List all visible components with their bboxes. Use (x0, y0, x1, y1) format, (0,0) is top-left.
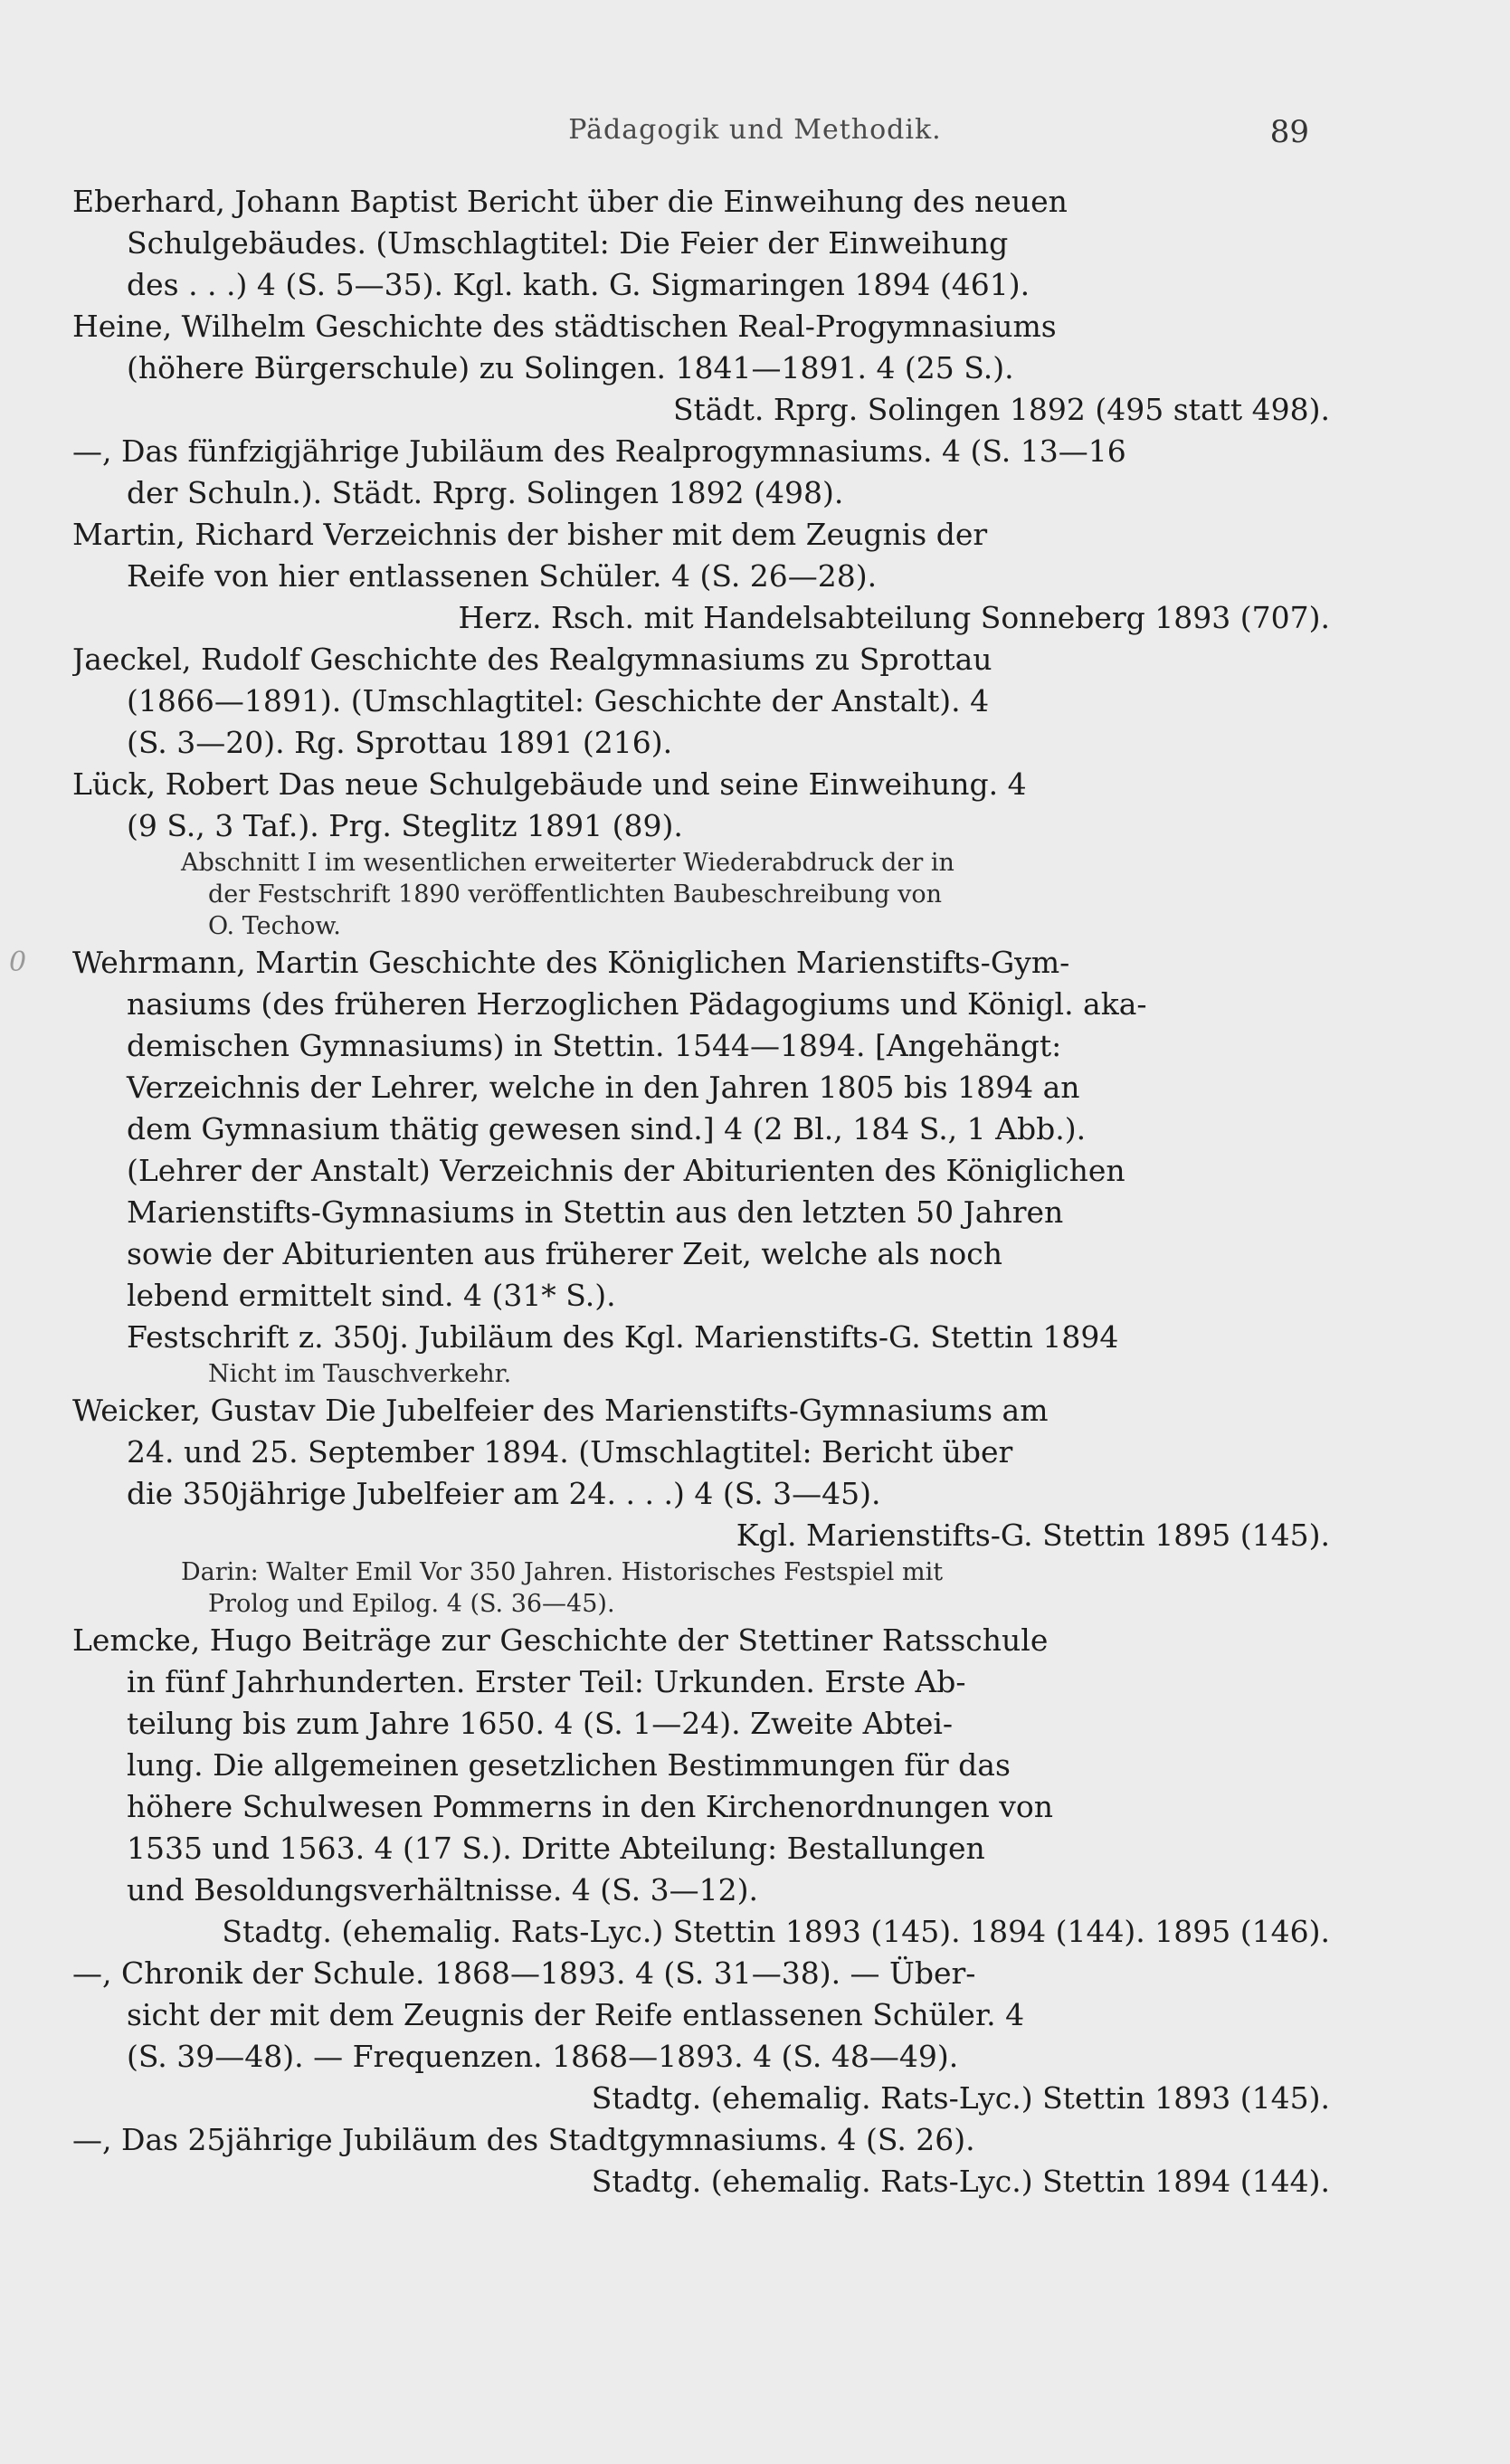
entry-line: und Besoldungsverhältnisse. 4 (S. 3—12). (127, 1872, 758, 1907)
entry-lueck-note (72, 847, 1330, 942)
note-line: Prolog und Epilog. 4 (S. 36—45). (208, 1590, 615, 1618)
entry-martin (72, 514, 1330, 639)
entry-source-line: Stadtg. (ehemalig. Rats-Lyc.) Stettin 1893 (145). 1894 (144). 1895 (146). (222, 1914, 1330, 1949)
entry-line: (9 S., 3 Taf.). Prg. Steglitz 1891 (89). (127, 808, 683, 843)
entry-line: 24. und 25. September 1894. (Umschlagtitel: Bericht über (127, 1434, 1013, 1470)
entry-eberhard (72, 181, 1330, 306)
entry-heine (72, 306, 1330, 431)
entry-source-line: Herz. Rsch. mit Handelsabteilung Sonneberg 1893 (707). (458, 600, 1330, 635)
entry-lemcke-jubilaeum (72, 2119, 1330, 2202)
entry-source-line: Stadtg. (ehemalig. Rats-Lyc.) Stettin 1893 (145). (591, 2080, 1330, 2116)
entry-line: demischen Gymnasiums) in Stettin. 1544—1894. [Angehängt: (127, 1028, 1062, 1063)
entry-source-line: Städt. Rprg. Solingen 1892 (495 statt 498). (672, 392, 1330, 427)
entry-wehrmann (9, 942, 1330, 1358)
entry-line: (S. 3—20). Rg. Sprottau 1891 (216). (127, 725, 673, 760)
running-header-title: Pädagogik und Methodik. (568, 114, 942, 146)
entry-line: (1866—1891). (Umschlagtitel: Geschichte der Anstalt). 4 (127, 683, 990, 718)
note-line: Darin: Walter Emil Vor 350 Jahren. Historisches Festspiel mit (181, 1558, 944, 1586)
entry-line: in fünf Jahrhunderten. Erster Teil: Urkunden. Erste Ab- (127, 1664, 966, 1699)
entry-line: sowie der Abiturienten aus früherer Zeit, welche als noch (127, 1236, 1003, 1271)
entry-line: der Schuln.). Städt. Rprg. Solingen 1892 (498). (127, 475, 844, 510)
entry-weicker (72, 1390, 1330, 1556)
entry-weicker-note (72, 1556, 1330, 1620)
entry-line: —, Das fünfzigjährige Jubiläum des Realprogymnasiums. 4 (S. 13—16 (72, 433, 1126, 469)
entry-lemcke (72, 1620, 1330, 1953)
entry-heine-jubilaeum (72, 431, 1330, 514)
entry-line: sicht der mit dem Zeugnis der Reife entlassenen Schüler. 4 (127, 1997, 1025, 2032)
entry-line: Lück, Robert Das neue Schulgebäude und seine Einweihung. 4 (72, 766, 1027, 802)
note-line: O. Techow. (208, 912, 341, 940)
entry-line: Verzeichnis der Lehrer, welche in den Jahren 1805 bis 1894 an (127, 1070, 1080, 1105)
bibliography-column (9, 181, 1330, 2202)
note-line: Nicht im Tauschverkehr. (208, 1360, 512, 1388)
entry-line: 1535 und 1563. 4 (17 S.). Dritte Abteilung: Bestallungen (127, 1831, 985, 1866)
entry-line: nasiums (des früheren Herzoglichen Pädagogiums und Königl. aka- (127, 986, 1147, 1022)
entry-line: —, Das 25jährige Jubiläum des Stadtgymnasiums. 4 (S. 26). (72, 2122, 975, 2157)
entry-wehrmann-note (72, 1358, 1330, 1390)
entry-line: (S. 39—48). — Frequenzen. 1868—1893. 4 (S. 48—49). (127, 2039, 959, 2074)
entry-line: Jaeckel, Rudolf Geschichte des Realgymnasiums zu Sprottau (72, 642, 992, 677)
entry-line: dem Gymnasium thätig gewesen sind.] 4 (2 Bl., 184 S., 1 Abb.). (127, 1111, 1087, 1146)
entry-line: Wehrmann, Martin Geschichte des Königlichen Marienstifts-Gym- (72, 945, 1070, 980)
entry-line: des . . .) 4 (S. 5—35). Kgl. kath. G. Sigmaringen 1894 (461). (127, 267, 1030, 302)
note-line: der Festschrift 1890 veröffentlichten Baubeschreibung von (208, 880, 943, 909)
entry-line: lung. Die allgemeinen gesetzlichen Bestimmungen für das (127, 1747, 1011, 1783)
entry-line: (Lehrer der Anstalt) Verzeichnis der Abiturienten des Königlichen (127, 1153, 1125, 1188)
entry-line: Eberhard, Johann Baptist Bericht über die Einweihung des neuen (72, 184, 1068, 219)
page-number: 89 (1269, 114, 1309, 150)
note-line: Abschnitt I im wesentlichen erweiterter Wiederabdruck der in (181, 849, 954, 877)
entry-line: Heine, Wilhelm Geschichte des städtischen Real-Progymnasiums (72, 309, 1057, 344)
entry-line: —, Chronik der Schule. 1868—1893. 4 (S. 31—38). — Über- (72, 1955, 976, 1991)
entry-line: lebend ermittelt sind. 4 (31* S.). (127, 1278, 616, 1313)
entry-source-line: Stadtg. (ehemalig. Rats-Lyc.) Stettin 1894 (144). (591, 2164, 1330, 2199)
entry-jaeckel (72, 639, 1330, 764)
entry-lemcke-chronik (72, 1953, 1330, 2119)
entry-line: Lemcke, Hugo Beiträge zur Geschichte der Stettiner Ratsschule (72, 1622, 1049, 1658)
entry-line: (höhere Bürgerschule) zu Solingen. 1841—1891. 4 (25 S.). (127, 350, 1014, 385)
entry-line: Schulgebäudes. (Umschlagtitel: Die Feier der Einweihung (127, 225, 1009, 261)
entry-line: teilung bis zum Jahre 1650. 4 (S. 1—24). Zweite Abtei- (127, 1706, 954, 1741)
entry-line: Martin, Richard Verzeichnis der bisher mit dem Zeugnis der (72, 517, 988, 552)
entry-lueck (72, 764, 1330, 847)
entry-line: Marienstifts-Gymnasiums in Stettin aus den letzten 50 Jahren (127, 1194, 1064, 1230)
entry-source-line: Kgl. Marienstifts-G. Stettin 1895 (145). (736, 1517, 1330, 1553)
entry-line: Reife von hier entlassenen Schüler. 4 (S. 26—28). (127, 558, 878, 594)
entry-source-line: Festschrift z. 350j. Jubiläum des Kgl. Marienstifts-G. Stettin 1894 (127, 1319, 1119, 1355)
margin-mark: 0 (9, 947, 27, 978)
entry-line: die 350jährige Jubelfeier am 24. . . .) 4 (S. 3—45). (127, 1476, 881, 1511)
entry-line: Weicker, Gustav Die Jubelfeier des Marienstifts-Gymnasiums am (72, 1393, 1049, 1428)
entry-line: höhere Schulwesen Pommerns in den Kirchenordnungen von (127, 1789, 1054, 1824)
